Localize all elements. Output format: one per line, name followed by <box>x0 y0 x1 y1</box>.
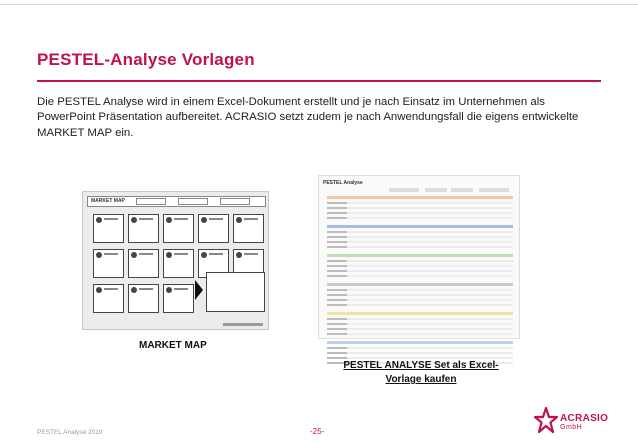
pestel-excel-row <box>327 328 513 330</box>
pestel-excel-row-label <box>327 323 347 325</box>
pestel-excel-row <box>327 246 513 248</box>
pestel-excel-section-header <box>327 225 513 228</box>
market-map-box-icon <box>166 287 172 293</box>
page-number: -25- <box>310 427 325 436</box>
pestel-excel-row <box>327 212 513 214</box>
page-title: PESTEL-Analyse Vorlagen <box>37 50 255 69</box>
market-map-box-icon <box>131 287 137 293</box>
pestel-excel-row-label <box>327 347 347 349</box>
acrasio-logo-word: ACRASIO <box>560 413 609 424</box>
pestel-excel-row-label <box>327 318 347 320</box>
market-map-box <box>198 214 229 243</box>
pestel-excel-header-cell <box>389 188 419 192</box>
pestel-excel-row <box>327 304 513 306</box>
pestel-excel-row-label <box>327 202 347 204</box>
market-map-box-line <box>209 253 223 255</box>
pestel-excel-row <box>327 207 513 209</box>
pestel-excel-row <box>327 275 513 277</box>
market-map-thumbnail[interactable] <box>82 191 269 330</box>
pestel-excel-section-header <box>327 196 513 199</box>
pestel-excel-row-label <box>327 333 347 335</box>
market-map-box-line <box>244 253 258 255</box>
pestel-excel-section-header <box>327 341 513 344</box>
market-map-result-box <box>206 272 265 312</box>
market-map-box-line <box>174 253 188 255</box>
acrasio-logo <box>534 403 609 437</box>
market-map-box-icon <box>236 252 242 258</box>
pestel-excel-row-label <box>327 304 347 306</box>
market-map-header-label: MARKET MAP <box>91 198 125 204</box>
pestel-excel-row <box>327 270 513 272</box>
market-map-box-icon <box>96 252 102 258</box>
market-map-header-field <box>178 198 208 205</box>
pestel-excel-purchase-link[interactable]: PESTEL ANALYSE Set als Excel-Vorlage kaufen <box>343 360 499 385</box>
market-map-header <box>87 196 266 207</box>
pestel-excel-row-label <box>327 260 347 262</box>
pestel-excel-row <box>327 323 513 325</box>
pestel-excel-row <box>327 294 513 296</box>
top-divider <box>0 4 638 5</box>
market-map-box <box>93 284 124 313</box>
market-map-box-line <box>139 288 153 290</box>
pestel-excel-row <box>327 241 513 243</box>
pestel-excel-title: PESTEL Analyse <box>323 180 363 186</box>
market-map-box <box>93 214 124 243</box>
pestel-excel-section-header <box>327 254 513 257</box>
market-map-footer-line <box>223 323 263 326</box>
market-map-box <box>233 214 264 243</box>
pestel-excel-row-label <box>327 207 347 209</box>
market-map-box-line <box>104 288 118 290</box>
pestel-excel-row-label <box>327 231 347 233</box>
pestel-excel-row-label <box>327 212 347 214</box>
market-map-box <box>128 249 159 278</box>
market-map-box-line <box>174 288 188 290</box>
market-map-box <box>163 284 194 313</box>
market-map-box-line <box>174 218 188 220</box>
pestel-excel-row-label <box>327 289 347 291</box>
pestel-excel-row <box>327 236 513 238</box>
market-map-box <box>128 284 159 313</box>
pestel-excel-row <box>327 202 513 204</box>
market-map-header-field <box>136 198 166 205</box>
market-map-arrow-icon <box>195 280 203 300</box>
pestel-excel-row-label <box>327 246 347 248</box>
market-map-box-line <box>104 253 118 255</box>
pestel-excel-row <box>327 333 513 335</box>
market-map-box-icon <box>201 252 207 258</box>
market-map-box-line <box>209 218 223 220</box>
market-map-box <box>93 249 124 278</box>
market-map-header-field <box>220 198 250 205</box>
pestel-excel-row-label <box>327 217 347 219</box>
market-map-caption: MARKET MAP <box>139 340 207 351</box>
pestel-excel-row-label <box>327 270 347 272</box>
footer-text: PESTEL Analyse 2019 <box>37 429 103 436</box>
market-map-box-line <box>244 218 258 220</box>
market-map-box-icon <box>201 217 207 223</box>
market-map-box-icon <box>166 252 172 258</box>
pestel-excel-section-header <box>327 283 513 286</box>
market-map-box-icon <box>236 217 242 223</box>
market-map-box-icon <box>131 217 137 223</box>
pestel-excel-header-cell <box>425 188 447 192</box>
pestel-excel-header-cell <box>451 188 473 192</box>
acrasio-logo-icon <box>534 407 558 435</box>
market-map-box-icon <box>166 217 172 223</box>
pestel-excel-row-label <box>327 241 347 243</box>
pestel-excel-row <box>327 352 513 354</box>
acrasio-logo-sub: GmbH <box>560 424 583 431</box>
market-map-box <box>163 249 194 278</box>
pestel-excel-row-label <box>327 236 347 238</box>
pestel-excel-row <box>327 231 513 233</box>
pestel-excel-row <box>327 260 513 262</box>
market-map-box <box>163 214 194 243</box>
market-map-box-line <box>104 218 118 220</box>
pestel-excel-row <box>327 289 513 291</box>
title-underline <box>37 80 601 82</box>
pestel-excel-row-label <box>327 275 347 277</box>
intro-paragraph: Die PESTEL Analyse wird in einem Excel-Dokument erstellt und je nach Einsatz im Unternehmen als PowerPoint Präsentation aufbereitet. ACRASIO setzt zudem je nach Anwendungsfall die eigens entwickelte MARKET MAP ein. <box>37 96 579 139</box>
pestel-excel-row-label <box>327 299 347 301</box>
pestel-excel-row <box>327 265 513 267</box>
market-map-box-icon <box>131 252 137 258</box>
market-map-box <box>128 214 159 243</box>
market-map-box-icon <box>96 287 102 293</box>
pestel-excel-row-label <box>327 352 347 354</box>
pestel-excel-row <box>327 318 513 320</box>
market-map-box-icon <box>96 217 102 223</box>
pestel-excel-row-label <box>327 265 347 267</box>
pestel-excel-row <box>327 217 513 219</box>
pestel-excel-section-header <box>327 312 513 315</box>
market-map-box-line <box>139 253 153 255</box>
pestel-excel-header-cell <box>479 188 509 192</box>
pestel-excel-thumbnail[interactable] <box>318 175 520 339</box>
market-map-box-line <box>139 218 153 220</box>
pestel-excel-row-label <box>327 294 347 296</box>
pestel-excel-row <box>327 347 513 349</box>
pestel-excel-row <box>327 299 513 301</box>
pestel-excel-row-label <box>327 328 347 330</box>
